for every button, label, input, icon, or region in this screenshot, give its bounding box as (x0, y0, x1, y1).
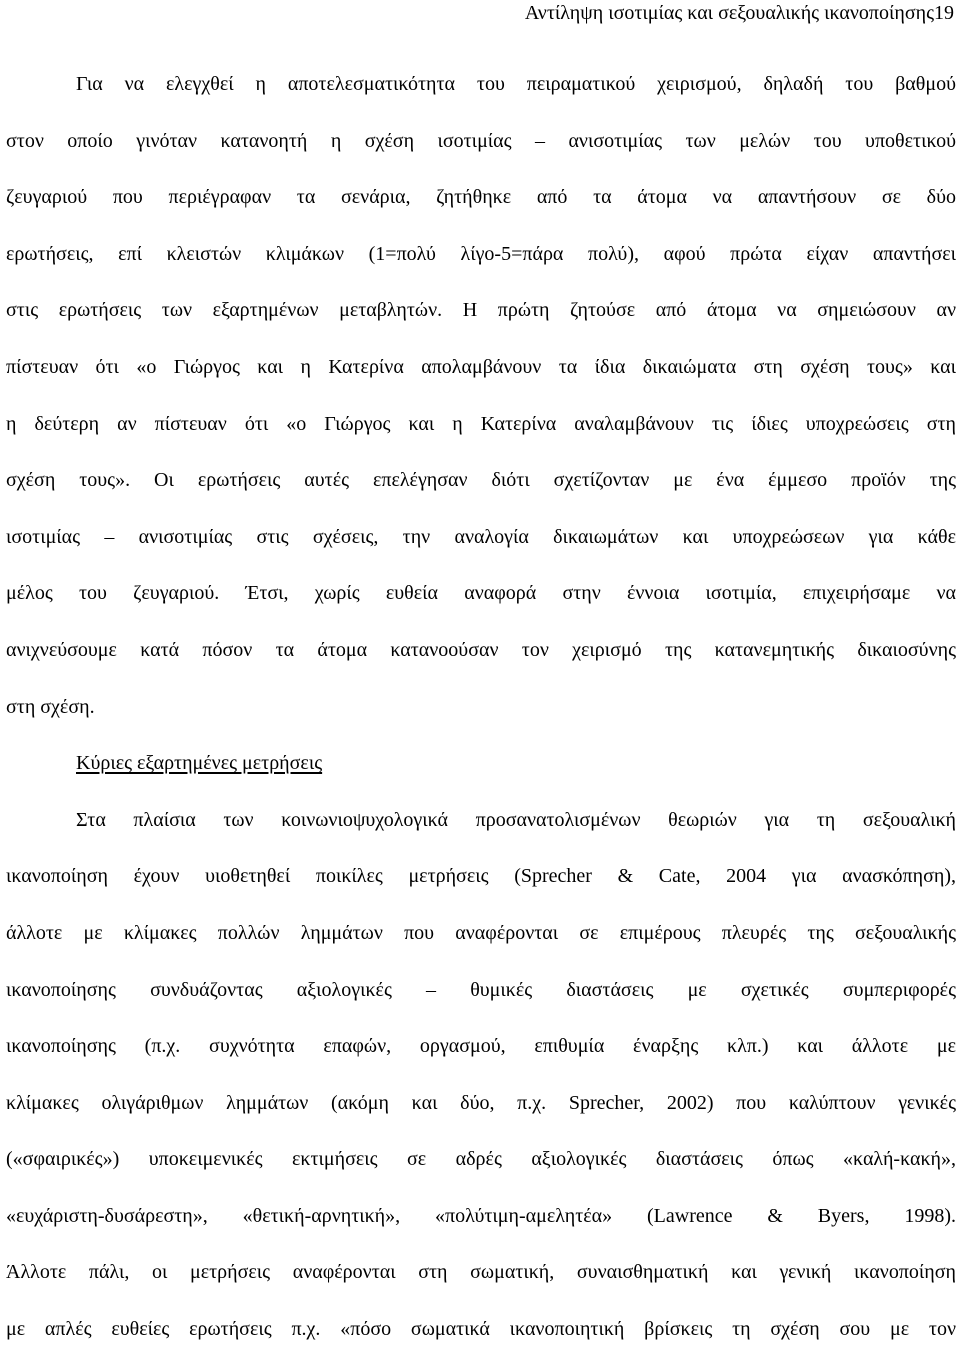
paragraph-line: ισοτιμίας – ανισοτιμίας στις σχέσεις, την αναλογία δικαιωμάτων και υποχρεώσεων για κάθε (6, 525, 956, 548)
running-header: Αντίληψη ισοτιμίας και σεξουαλικής ικανοποίησης19 (524, 2, 954, 24)
paragraph-line: ερωτήσεις, επί κλειστών κλιμάκων (1=πολύ λίγο-5=πάρα πολύ), αφού πρώτα είχαν απαντήσει (6, 242, 956, 265)
paragraph-line: ζευγαριού που περιέγραφαν τα σενάρια, ζητήθηκε από τα άτομα να απαντήσουν σε δύο (6, 186, 956, 209)
paragraph-line: ικανοποίηση έχουν υιοθετηθεί ποικίλες μετρήσεις (Sprecher & Cate, 2004 για ανασκόπηση), (6, 865, 956, 888)
paragraph-line: («σφαιρικές») υποκειμενικές εκτιμήσεις σε αδρές αξιολογικές διαστάσεις όπως «καλή-κακή», (6, 1148, 956, 1171)
paragraph-line: ικανοποίησης (π.χ. συχνότητα επαφών, οργασμού, επιθυμία έναρξης κλπ.) και άλλοτε με (6, 1035, 956, 1058)
paragraph-line: με απλές ευθείες ερωτήσεις π.χ. «πόσο σωματικά ικανοποιητική βρίσκεις τη σχέση σου με τον (6, 1318, 956, 1341)
paragraph-line: η δεύτερη αν πίστευαν ότι «ο Γιώργος και η Κατερίνα αναλαμβάνουν τις ίδιες υποχρεώσεις στη (6, 412, 956, 435)
paragraph-line: στον οποίο γινόταν κατανοητή η σχέση ισοτιμίας – ανισοτιμίας των μελών του υποθετικού (6, 129, 956, 152)
paragraph-line: στη σχέση. (6, 695, 95, 718)
body-text (6, 56, 956, 1358)
paragraph-line: Άλλοτε πάλι, οι μετρήσεις αναφέρονται στη σωματική, συναισθηματική και γενική ικανοποίηση (6, 1261, 956, 1284)
paragraph-line: κλίμακες ολιγάριθμων λημμάτων (ακόμη και δύο, π.χ. Sprecher, 2002) που καλύπτουν γενικές (6, 1091, 956, 1114)
paragraph-line: σχέση τους». Οι ερωτήσεις αυτές επελέγησαν διότι σχετίζονταν με ένα έμμεσο προϊόν της (6, 469, 956, 492)
paragraph-line: άλλοτε με κλίμακες πολλών λημμάτων που αναφέρονται σε επιμέρους πλευρές της σεξουαλικής (6, 921, 956, 944)
paragraph-line: Για να ελεγχθεί η αποτελεσματικότητα του πειραματικού χειρισμού, δηλαδή του βαθμού (76, 73, 956, 95)
paragraph-line: ανιχνεύσουμε κατά πόσον τα άτομα κατανοούσαν τον χειρισμό της κατανεμητικής δικαιοσύνης (6, 638, 956, 661)
paragraph-line: πίστευαν ότι «ο Γιώργος και η Κατερίνα απολαμβάνουν τα ίδια δικαιώματα στη σχέση τους» και (6, 355, 956, 378)
section-heading-line (6, 735, 956, 792)
paragraph-line: μέλος του ζευγαριού. Έτσι, χωρίς ευθεία αναφορά στην έννοια ισοτιμία, επιχειρήσαμε να (6, 582, 956, 605)
paragraph-line: «ευχάριστη-δυσάρεστη», «θετική-αρνητική», «πολύτιμη-αμελητέα» (Lawrence & Byers, 1998). (6, 1204, 956, 1227)
paragraph-line: ικανοποίησης συνδυάζοντας αξιολογικές – θυμικές διαστάσεις με σχετικές συμπεριφορές (6, 978, 956, 1001)
paragraph-line: Στα πλαίσια των κοινωνιοψυχολογικά προσανατολισμένων θεωριών για τη σεξουαλική (76, 808, 956, 831)
paragraph-line: στις ερωτήσεις των εξαρτημένων μεταβλητών. Η πρώτη ζητούσε από άτομα να σημειώσουν αν (6, 299, 956, 322)
section-heading: Κύριες εξαρτημένες μετρήσεις (76, 752, 323, 775)
